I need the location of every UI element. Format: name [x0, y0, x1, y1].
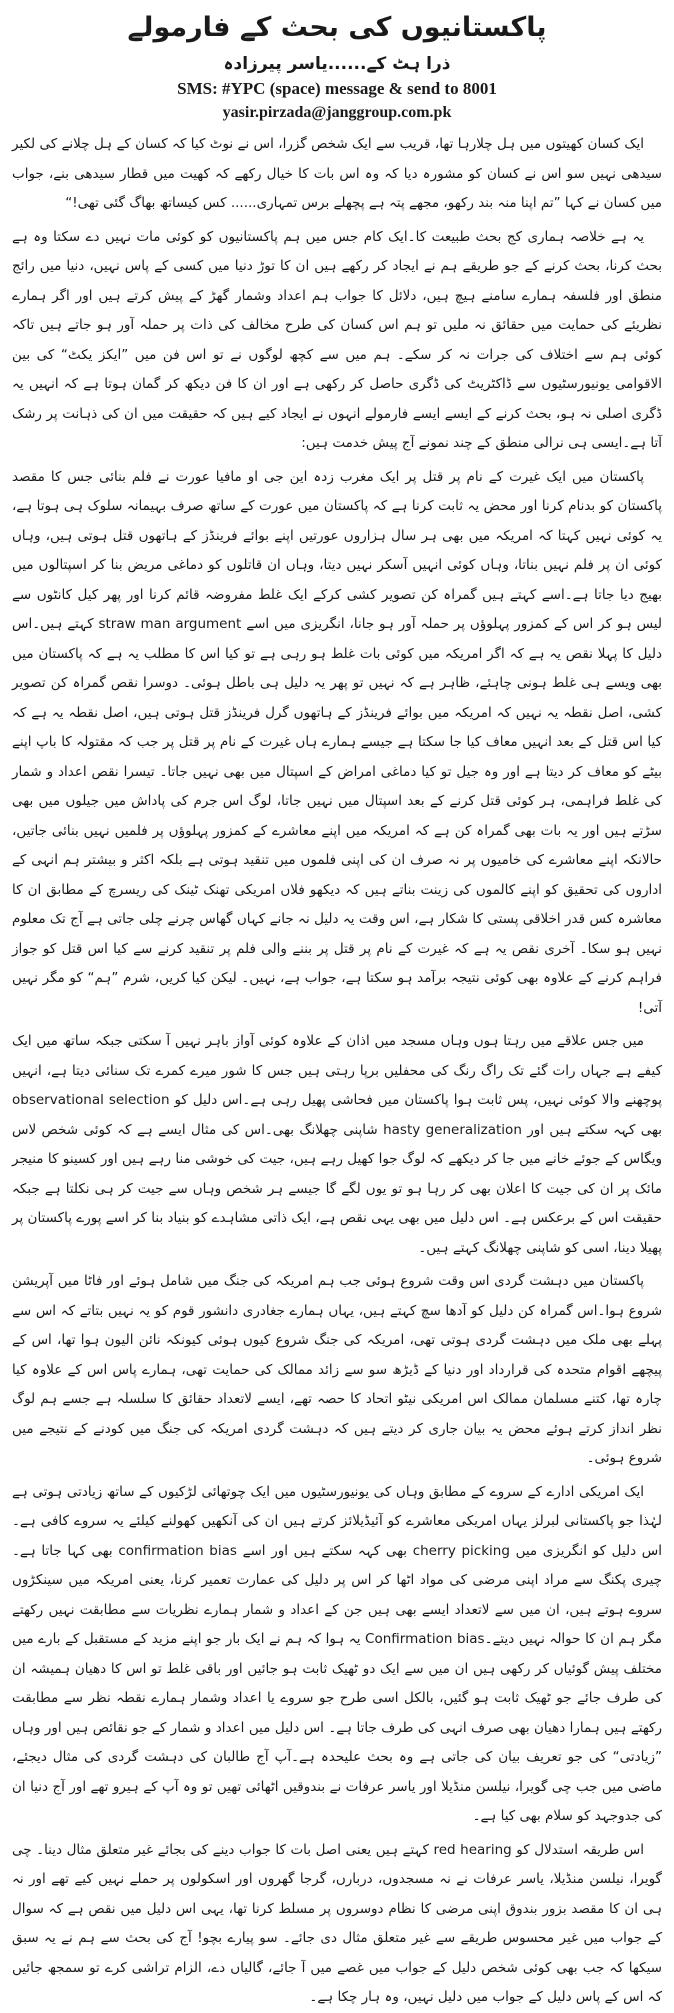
paragraph-1: ایک کسان کھیتوں میں ہل چلارہا تھا، قریب سے ایک شخص گزرا، اس نے نوٹ کیا کہ کسان کے ہل چلانے کی لکیر سیدھی نہیں سو اس نے کسان کو مشورہ دیا کہ وہ اس بات کا خیال رکھے کہ کھیت میں قطار سیدھی بنے، جواب میں کسان نے کہا ”تم اپنا منہ بند رکھو، مجھے پتہ ہے پچھلے برس تمہاری...... کس کیساتھ بھاگ گئی تھی!“: [12, 136, 662, 211]
column-byline: ذرا ہٹ کے......یاسر پیرزادہ: [223, 54, 451, 74]
author-email: yasir.pirzada@janggroup.com.pk: [222, 104, 452, 121]
paragraph-3: پاکستان میں ایک غیرت کے نام پر قتل پر ایک مغرب زدہ این جی او مافیا عورت نے فلم بنائی جس کا مقصد پاکستان کو بدنام کرنا اور محض یہ ثابت کرنا ہے کہ پاکستان میں عورت کے ساتھ صرف بہیمانہ سلوک ہی ہوتا ہے، یہ کوئی نہیں کہتا کہ امریکہ میں بھی ہر سال ہزاروں عورتیں اپنے بوائے فرینڈز کے ہاتھوں قتل ہوتی ہیں، وہاں کوئی ان پر فلم نہیں بناتا، وہاں کوئی انہیں آسکر نہیں دیتا، وہاں ان قاتلوں کو دماغی مریض بنا کر اسپتالوں میں بھیج دیا جاتا ہے۔اسے کہتے ہیں گمراہ کن تصویر کشی کرکے ایک غلط مفروضہ قائم کرنا اور پھر کیل کانٹوں سے لیس ہو کر اس کے کمزور پہلوؤں پر حملہ آور ہو جانا، انگریزی میں اسے straw man argument کہتے ہیں۔اس دلیل کا پہلا نقص یہ ہے کہ اگر امریکہ میں کوئی بات غلط ہو رہی ہے تو کیا اس کا مطلب یہ ہے کہ پاکستان میں بھی ویسے ہی غلط ہونی چاہئے، ظاہر ہے کہ نہیں تو پھر یہ دلیل ہی باطل ہوئی۔ دوسرا نقص گمراہ کن تصویر کشی، اصل نقطہ یہ نہیں کہ امریکہ میں بوائے فرینڈز کے ہاتھوں گرل فرینڈز قتل ہوتی ہیں، اصل نقطہ یہ ہے کہ کیا اس قتل کے بعد انہیں معاف کیا جا سکتا ہے جیسے ہمارے ہاں غیرت کے نام پر قتل پر جب کہ مقتولہ کا باپ اپنے بیٹے کو معاف کر دیتا ہے اور وہ جیل تو کیا دماغی امراض کے اسپتال میں بھی نہیں جاتا۔ تیسرا نقص اعداد و شمار کی غلط فراہمی، ہر کوئی قتل کرنے کے بعد اسپتال میں نہیں جاتا، لوگ اس جرم کی پاداش میں جیلوں میں بھی سڑتے ہیں اور یہ بات بھی گمراہ کن ہے کہ امریکہ میں اپنے معاشرے کے کمزور پہلوؤں پر فلمیں نہیں بنائی جاتیں، حالانکہ اپنے معاشرے کی خامیوں پر نہ صرف ان کی اپنی فلموں میں تنقید ہوتی ہے بلکہ اکثر و بیشتر ہم انہی کے اداروں کی تحقیق کو اپنے کالموں کی زینت بناتے ہیں کہ دیکھو فلاں امریکی تھنک ٹینک کی ریسرچ کے مطابق ان کا معاشرہ کس قدر اخلاقی پستی کا شکار ہے، اس وقت یہ دلیل نہ جانے کہاں گھاس چرنے چلی جاتی ہے آج تک معلوم نہیں ہو سکا۔ آخری نقص یہ ہے کہ غیرت کے نام پر قتل پر بننے والی فلم پر تنقید کرنے سے کیا اس قتل کو جواز فراہم کرنے کے علاوہ بھی کوئی نتیجہ برآمد ہو سکتا ہے، جواب ہے، نہیں۔ لیکن کیا کریں، شرم ”ہم“ کو مگر نہیں آتی!: [12, 468, 662, 1016]
article-body: [12, 130, 662, 2013]
sms-line: SMS: #YPC (space) message & send to 8001: [177, 79, 497, 98]
paragraph-4: میں جس علاقے میں رہتا ہوں وہاں مسجد میں اذان کے علاوہ کوئی آواز باہر نہیں آ سکتی جبکہ ساتھ میں ایک کیفے ہے جہاں رات گئے تک راگ رنگ کی محفلیں برپا رہتی ہیں جس کا شور میرے کمرے تک سنائی دیتا ہے، انہیں پوچھنے والا کوئی نہیں، پس ثابت ہوا پاکستان میں فحاشی پھیل رہی ہے۔اس دلیل کو observational selection بھی کہہ سکتے ہیں اور hasty generalization شاپنی چھلانگ بھی۔اس کی مثال ایسے ہے کہ کوئی شخص لاس ویگاس کے جوئے خانے میں جا کر دیکھے کہ لوگ جوا کھیل رہے ہیں، جیت کی خوشی منا رہے ہیں اور کسینو کا منیجر مائک پر ان کی جیت کا اعلان بھی کر رہا ہو تو یوں لگے گا جیسے ہر شخص وہاں سے جیت کر ہی نکلتا ہے جبکہ حقیقت اس کے برعکس ہے۔ اس دلیل میں بھی یہی نقص ہے، ایک ذاتی مشاہدے کو بنیاد بنا کر اسے پورے پاکستان پر پھیلا دینا، اسی کو شاپنی چھلانگ کہتے ہیں۔: [12, 1033, 662, 1256]
paragraph-7: اس طریقہ استدلال کو red hearing کہتے ہیں یعنی اصل بات کا جواب دینے کی بجائے غیر متعلق مثال دینا۔ چی گویرا، نیلسن منڈیلا، یاسر عرفات نے نہ مسجدوں، دربارں، گرجا گھروں اور اسکولوں پر حملے نہیں کیے تھے اور نہ ہی ان کا مقصد بزور بندوق اپنی مرضی کا نظام دوسروں پر مسلط کرنا تھا، یہی اس دلیل میں نقص ہے کہ سوال کے جواب میں غیر محسوس طریقے سے غیر متعلق مثال دی جائے۔ سو پیارے بچو! آج کی بحث سے ہم نے یہ سبق سیکھا کہ جب بھی کوئی شخص دلیل کے جواب میں غصے میں آ جائے، گالیاں دے، الزام تراشی کرے تو سمجھ جائیں کہ اس کے پاس دلیل کے جواب میں دلیل نہیں، وہ ہار چکا ہے۔: [12, 1841, 662, 2005]
paragraph-2: یہ ہے خلاصہ ہماری کج بحث طبیعت کا۔ایک کام جس میں ہم پاکستانیوں کو کوئی مات نہیں دے سکتا وہ ہے بحث کرنا، بحث کرنے کے جو طریقے ہم نے ایجاد کر رکھے ہیں ان کا توڑ دنیا میں کسی کے پاس نہیں، دنیا میں رائج منطق اور فلسفہ ہمارے سامنے ہیچ ہیں، دلائل کا جواب ہم اعداد وشمار گھڑ کے پیش کرتے ہیں اور اگر ہمارے نظریئے کی حمایت میں حقائق نہ ملیں تو ہم اس کسان کی طرح مخالف کی ذات پر حملہ آور ہو جاتے ہیں تاکہ کوئی ہم سے اختلاف کی جرات نہ کر سکے۔ ہم میں سے کچھ لوگوں نے تو اس فن میں ”ایکز یکٹ“ کی بین الاقوامی یونیورسٹیوں سے ڈاکٹریٹ کی ڈگری حاصل کر رکھی ہے اور ان کا فن دیکھ کر گمان ہوتا ہے کہ انہیں یہ ڈگری اصلی نہ ہو، بحث کرنے کے ایسے ایسے فارمولے انہوں نے ایجاد کیے ہیں کہ حقیقت میں ان کی ذہانت پر رشک آتا ہے۔ایسی ہی نرالی منطق کے چند نمونے آج پیش خدمت ہیں:: [12, 228, 662, 451]
paragraph-6: ایک امریکی ادارے کے سروے کے مطابق وہاں کی یونیورسٹیوں میں ایک چوتھائی لڑکیوں کے ساتھ زیادتی ہوتی ہے لہٰذا جو پاکستانی لبرلز یہاں امریکی معاشرے کو آئیڈیلائز کرتے ہیں ان کی آنکھیں کھولنے کیلئے یہ سروے کافی ہے۔اس دلیل کو انگریزی میں cherry picking بھی کہہ سکتے ہیں اور اسے confirmation bias بھی کہا جاتا ہے۔ چیری پکنگ سے مراد اپنی مرضی کی مواد اٹھا کر اس پر دلیل کی عمارت تعمیر کرنا، یعنی امریکہ میں سینکڑوں سروے ہوتے ہیں، ان میں سے لاتعداد ایسے بھی ہیں جن کے اعداد و شمار ہمارے نظریات سے مطابقت نہیں رکھتے مگر ہم ان کا حوالہ نہیں دیتے۔Confirmation bias یہ ہوا کہ ہم نے ایک بار جو اپنے مزید کے مستقبل کے بارے میں مختلف پیش گوئیاں کر رکھی ہیں ان میں سے ایک دو ٹھیک ثابت ہو جائیں اور باقی غلط تو اس کا دھیان ہمیشہ ان کی طرف جائے جو ٹھیک ثابت ہو گئیں، بالکل اسی طرح جو سروے یا اعداد وشمار ہمارے نقطہ نظر سے مطابقت رکھتے ہیں ہمارا دھیان بھی صرف انہی کی طرف جاتا ہے۔ اس دلیل میں اعداد و شمار کے جو نقائص ہیں اور وہاں ”زیادتی“ کی جو تعریف بیان کی جاتی ہے وہ بحث علیحدہ ہے۔آپ آج طالبان کی دہشت گردی کی مثال دیجئے، ماضی میں جب چی گویرا، نیلسن منڈیلا اور یاسر عرفات نے بندوقیں اٹھائی تھیں تو وہ آپ کے ہیرو تھے اور آج دنیا ان کی جدوجہد کو سلام بھی کیا ہے۔: [12, 1483, 662, 1824]
article-title: پاکستانیوں کی بحث کے فارمولے: [127, 12, 547, 43]
paragraph-5: پاکستان میں دہشت گردی اس وقت شروع ہوئی جب ہم امریکہ کی جنگ میں شامل ہوئے اور فاٹا میں آپریشن شروع ہوا۔اس گمراہ کن دلیل کو آدھا سچ کہتے ہیں، یہاں ہمارے جغادری دانشور قوم کو یہ نہیں بتاتے کہ اس سے پہلے بھی ملک میں دہشت گردی ہوتی تھی، امریکہ کی جنگ شروع کیوں ہوئی کیونکہ نائن الیون ہوا تھا، اس کے پیچھے اقوام متحدہ کی قرارداد اور دنیا کے ڈیڑھ سو سے زائد ممالک کی حمایت تھی، ہمارے پاس اس کے علاوہ کیا چارہ تھا، کتنے مسلمان ممالک اس امریکی نیٹو اتحاد کا حصہ تھے، ایسے لاتعداد حقائق کا سلسلہ ہے جسے ہم لوگ نظر انداز کرتے ہوئے محض یہ بیان جاری کر دیتے ہیں کہ دہشت گردی امریکہ کی جنگ میں کودنے کے نتیجے میں شروع ہوئی۔: [12, 1273, 662, 1466]
article-header: [12, 6, 662, 124]
